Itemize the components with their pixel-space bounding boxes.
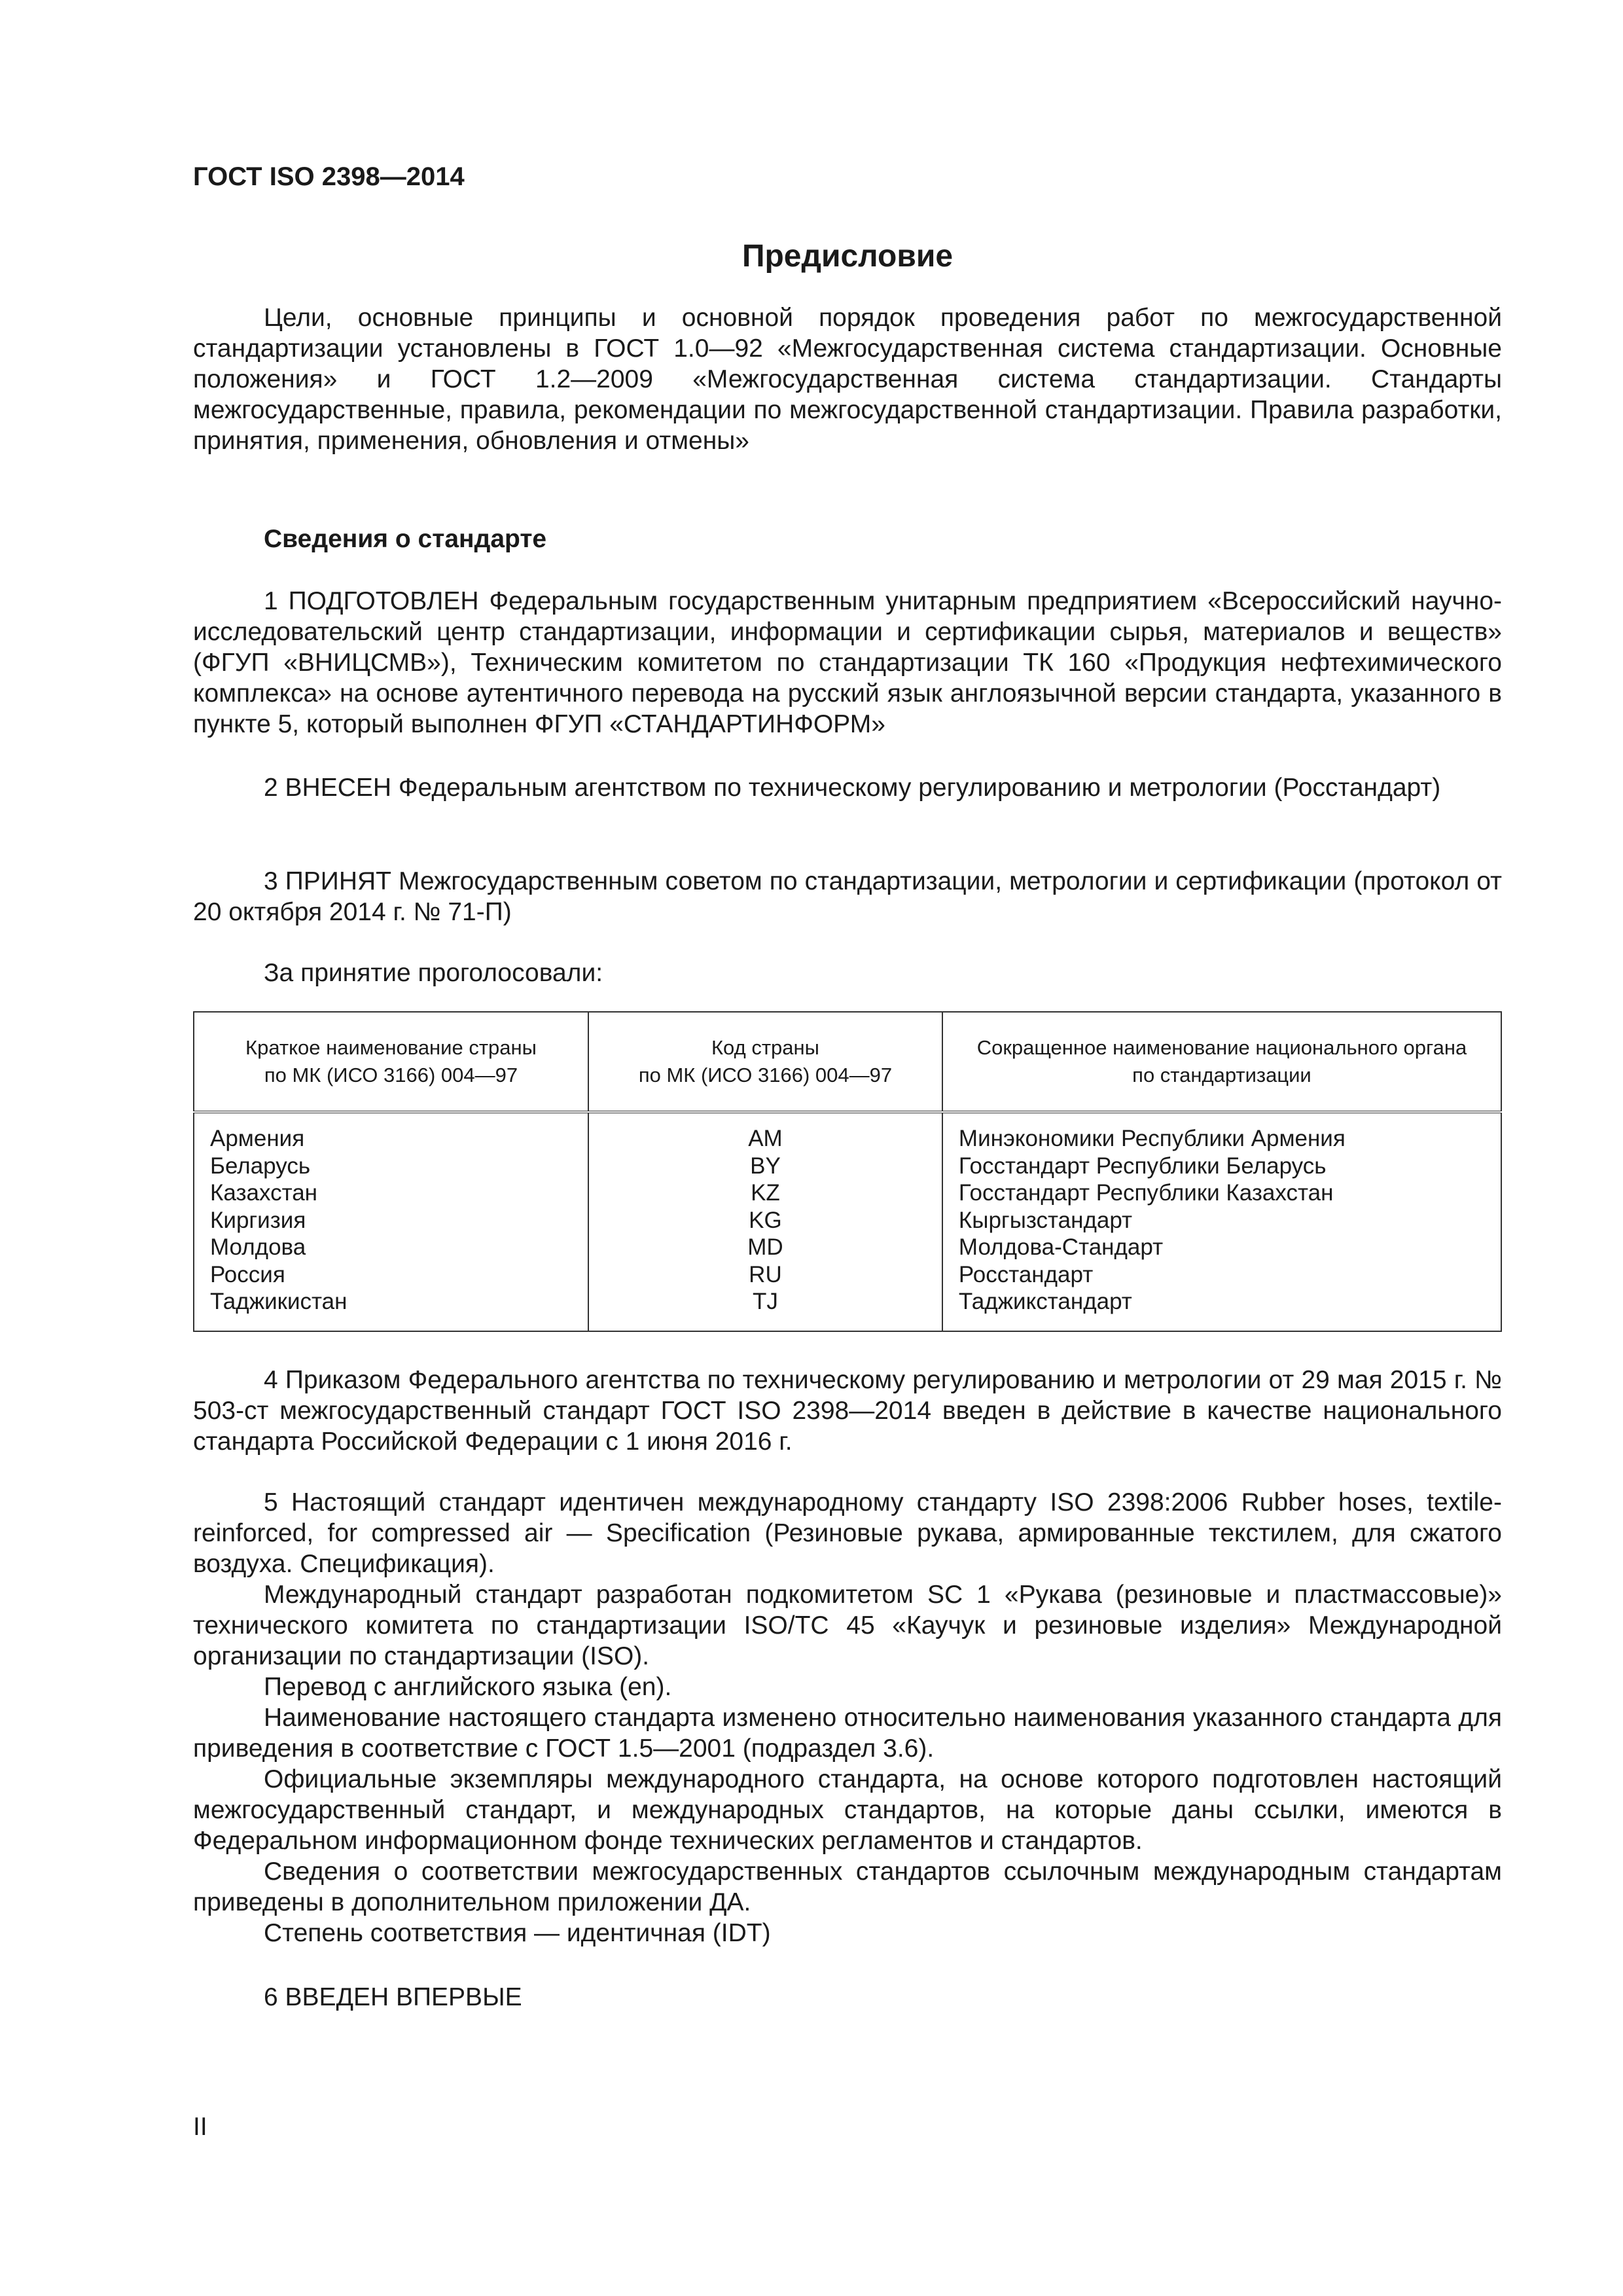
- item-5-block: [193, 1487, 1502, 1948]
- standards-body: Молдова-Стандарт: [958, 1234, 1164, 1260]
- table-header-row: [194, 1012, 1501, 1112]
- standards-body: Кыргызстандарт: [958, 1207, 1133, 1233]
- header-body-line-2: по стандартизации: [1132, 1064, 1311, 1086]
- item-5-paragraph-4: Наименование настоящего стандарта изменено относительно наименования указанного стандарта для приведения в соответствие с ГОСТ 1.5—2001 (подраздел 3.6).: [193, 1704, 1502, 1763]
- item-3-paragraph: 3 ПРИНЯТ Межгосударственным советом по стандартизации, метрологии и сертификации (протокол от 20 октября 2014 г. № 71-П): [193, 867, 1502, 926]
- country-code: MD: [747, 1234, 783, 1260]
- item-1-paragraph: 1 ПОДГОТОВЛЕН Федеральным государственным унитарным предприятием «Всероссийский научно-исследовательский центр стандартизации, информации и сертификации сырья, материалов и веществ» (ФГУП «ВНИЦСМВ»), Техническим комитетом по стандартизации ТК 160 «Продукция нефтехимического комплекса» на основе аутентичного перевода на русский язык англоязычной версии стандарта, указанного в пункте 5, который выполнен ФГУП «СТАНДАРТИНФОРМ»: [193, 587, 1502, 738]
- intro-paragraph: Цели, основные принципы и основной порядок проведения работ по межгосударственной стандартизации установлены в ГОСТ 1.0—92 «Межгосударственная система стандартизации. Основные положения» и ГОСТ 1.2—2009 «Межгосударственная система стандартизации. Стандарты межгосударственные, правила, рекомендации по межгосударственной стандартизации. Правила разработки, принятия, применения, обновления и отмены»: [193, 304, 1502, 455]
- item-1-block: [193, 586, 1502, 740]
- voting-countries-table: [193, 1011, 1502, 1332]
- header-country-line-2: по МК (ИСО 3166) 004—97: [264, 1064, 518, 1086]
- item-4-block: [193, 1365, 1502, 1457]
- country-name: Таджикистан: [210, 1289, 348, 1314]
- header-body-line-1: Сокращенное наименование национального органа: [976, 1036, 1467, 1059]
- item-3-block: [193, 866, 1502, 927]
- item-5-paragraph-6: Сведения о соответствии межгосударственных стандартов ссылочным международным стандартам приведены в дополнительном приложении ДА.: [193, 1857, 1502, 1916]
- country-code: KZ: [751, 1180, 780, 1206]
- country-name: Молдова: [210, 1234, 306, 1260]
- country-name: Беларусь: [210, 1153, 311, 1179]
- header-code-line-2: по МК (ИСО 3166) 004—97: [638, 1064, 893, 1086]
- country-code: BY: [750, 1153, 781, 1179]
- header-code-line-1: Код страны: [711, 1036, 819, 1059]
- header-country: [194, 1012, 588, 1112]
- item-2-block: [193, 772, 1502, 803]
- header-body: [942, 1012, 1501, 1112]
- document-code-header: ГОСТ ISO 2398—2014: [193, 162, 465, 191]
- vote-intro: За принятие проголосовали:: [264, 959, 603, 987]
- country-name: Армения: [210, 1126, 305, 1151]
- item-5-paragraph-7: Степень соответствия — идентичная (IDT): [264, 1919, 771, 1947]
- item-5-paragraph-2: Международный стандарт разработан подкомитетом SC 1 «Рукава (резиновые и пластмассовые)» технического комитета по стандартизации ISO/TC 45 «Каучук и резиновые изделия» Международной организации по стандартизации (ISO).: [193, 1581, 1502, 1670]
- header-code: [588, 1012, 942, 1112]
- country-column: [194, 1112, 588, 1331]
- code-column: [588, 1112, 942, 1331]
- item-5-paragraph: 5 Настоящий стандарт идентичен международному стандарту ISO 2398:2006 Rubber hoses, textile-reinforced, for compressed air — Specification (Резиновые рукава, армированные текстилем, для сжатого воздуха. Спецификация).: [193, 1488, 1502, 1578]
- item-2-paragraph: 2 ВНЕСЕН Федеральным агентством по техническому регулированию и метрологии (Росстандарт): [264, 774, 1441, 802]
- country-code: TJ: [753, 1289, 778, 1314]
- item-5-paragraph-5: Официальные экземпляры международного стандарта, на основе которого подготовлен настоящий межгосударственный стандарт, и международных стандартов, на которые даны ссылки, имеются в Федеральном информационном фонде технических регламентов и стандартов.: [193, 1765, 1502, 1855]
- country-code: KG: [749, 1207, 782, 1233]
- country-name: Казахстан: [210, 1180, 318, 1206]
- section-heading: Сведения о стандарте: [264, 525, 547, 553]
- country-code: RU: [749, 1261, 782, 1287]
- table-row: [194, 1112, 1501, 1331]
- item-4-paragraph: 4 Приказом Федерального агентства по техническому регулированию и метрологии от 29 мая 2015 г. № 503-ст межгосударственный стандарт ГОСТ ISO 2398—2014 введен в действие в качестве национального стандарта Российской Федерации с 1 июня 2016 г.: [193, 1366, 1502, 1456]
- header-country-line-1: Краткое наименование страны: [245, 1036, 537, 1059]
- page-number: II: [193, 2113, 207, 2141]
- page-title: Предисловие: [741, 239, 954, 274]
- standards-body-column: [942, 1112, 1501, 1331]
- country-name: Киргизия: [210, 1207, 306, 1233]
- standards-body: Госстандарт Республики Беларусь: [958, 1153, 1327, 1179]
- standards-body: Госстандарт Республики Казахстан: [958, 1180, 1334, 1206]
- item-5-paragraph-3: Перевод с английского языка (en).: [264, 1673, 672, 1701]
- standards-body: Росстандарт: [958, 1261, 1094, 1287]
- country-name: Россия: [210, 1261, 285, 1287]
- intro-block: [193, 302, 1502, 456]
- standards-body: Таджикстандарт: [958, 1289, 1132, 1314]
- standards-body: Минэкономики Республики Армения: [958, 1126, 1346, 1151]
- item-6-paragraph: 6 ВВЕДЕН ВПЕРВЫЕ: [264, 1983, 522, 2011]
- country-code: AM: [748, 1126, 783, 1151]
